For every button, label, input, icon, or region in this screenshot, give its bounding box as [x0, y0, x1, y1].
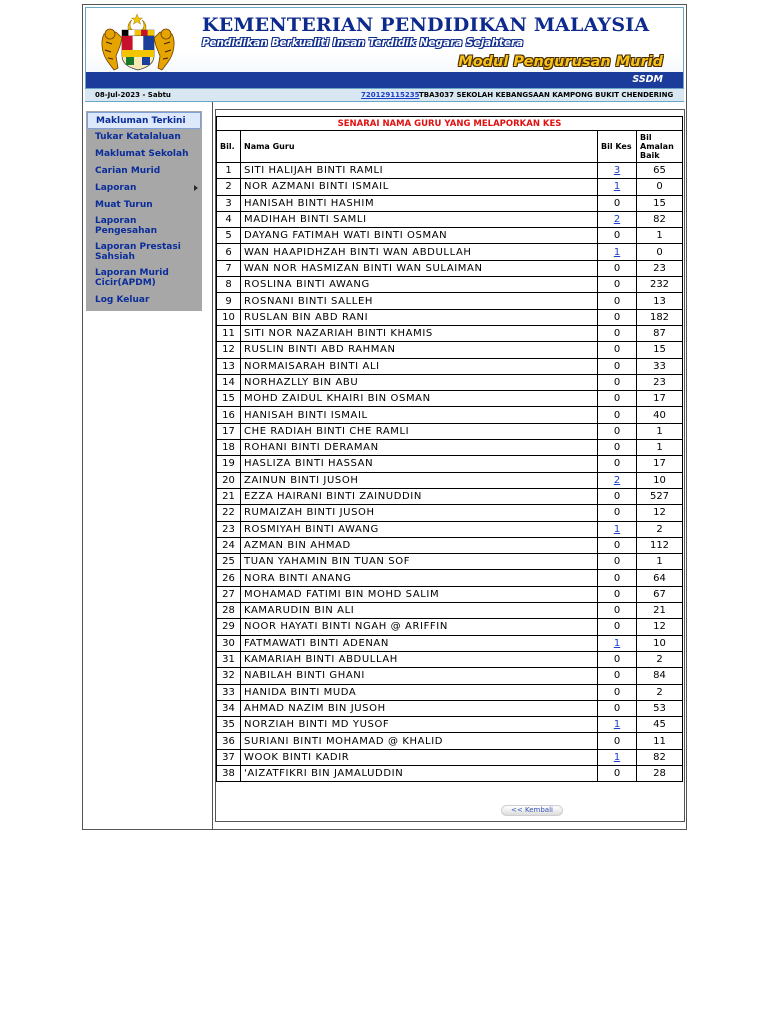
cell-bil-kes: 0	[598, 603, 637, 619]
kes-count-link[interactable]: 1	[613, 719, 621, 731]
cell-bil: 14	[217, 374, 241, 390]
cell-nama-guru: ROSLINA BINTI AWANG	[241, 277, 598, 293]
table-row	[217, 260, 683, 276]
menu-item-log-keluar[interactable]: Log Keluar	[95, 295, 150, 305]
submenu-arrow-icon	[194, 185, 198, 191]
menu-item-tukar-katalaluan[interactable]: Tukar Katalaluan	[95, 132, 181, 142]
cell-bil: 13	[217, 358, 241, 374]
cell-bil-amalan-baik: 182	[637, 309, 683, 325]
cell-bil-kes: 0	[598, 651, 637, 667]
cell-nama-guru: SURIANI BINTI MOHAMAD @ KHALID	[241, 733, 598, 749]
cell-bil-amalan-baik: 15	[637, 195, 683, 211]
cell-bil-amalan-baik: 0	[637, 179, 683, 195]
cell-bil: 10	[217, 309, 241, 325]
cell-nama-guru: NORHAZLLY BIN ABU	[241, 374, 598, 390]
cell-nama-guru: ROSMIYAH BINTI AWANG	[241, 521, 598, 537]
table-row	[217, 717, 683, 733]
cell-bil-kes	[598, 635, 637, 651]
cell-bil: 6	[217, 244, 241, 260]
cell-bil-amalan-baik: 2	[637, 651, 683, 667]
column-header-bil: Bil.	[217, 131, 241, 163]
cell-bil-kes: 0	[598, 570, 637, 586]
cell-bil-amalan-baik: 45	[637, 717, 683, 733]
sidebar-divider	[212, 102, 213, 829]
table-row	[217, 635, 683, 651]
ministry-tagline: Pendidikan Berkualiti Insan Terdidik Negara Sejahtera	[202, 37, 524, 49]
cell-bil-amalan-baik: 2	[637, 684, 683, 700]
cell-nama-guru: FATMAWATI BINTI ADENAN	[241, 635, 598, 651]
cell-bil-amalan-baik: 10	[637, 635, 683, 651]
table-row	[217, 619, 683, 635]
cell-nama-guru: NOOR HAYATI BINTI NGAH @ ARIFFIN	[241, 619, 598, 635]
cell-bil-kes	[598, 163, 637, 179]
cell-bil: 8	[217, 277, 241, 293]
cell-bil: 5	[217, 228, 241, 244]
cell-nama-guru: DAYANG FATIMAH WATI BINTI OSMAN	[241, 228, 598, 244]
cell-bil: 4	[217, 211, 241, 227]
cell-bil-amalan-baik: 21	[637, 603, 683, 619]
kes-count-link[interactable]: 3	[613, 165, 621, 177]
menu-item-laporan[interactable]	[87, 180, 201, 197]
cell-bil: 16	[217, 407, 241, 423]
cell-bil-amalan-baik: 0	[637, 244, 683, 260]
system-label: SSDM	[632, 74, 663, 85]
cell-bil-kes	[598, 749, 637, 765]
menu-item-carian-murid[interactable]: Carian Murid	[95, 166, 161, 176]
cell-bil-amalan-baik: 1	[637, 228, 683, 244]
teacher-report-table	[216, 116, 683, 782]
cell-bil-kes: 0	[598, 700, 637, 716]
table-row	[217, 391, 683, 407]
cell-bil: 12	[217, 342, 241, 358]
cell-bil-kes: 0	[598, 537, 637, 553]
cell-nama-guru: AZMAN BIN AHMAD	[241, 537, 598, 553]
cell-bil-kes	[598, 717, 637, 733]
school-name: TBA3037 SEKOLAH KEBANGSAAN KAMPONG BUKIT CHENDERING	[419, 91, 674, 99]
cell-bil-kes	[598, 211, 637, 227]
cell-bil: 9	[217, 293, 241, 309]
cell-bil: 3	[217, 195, 241, 211]
cell-bil-amalan-baik: 17	[637, 456, 683, 472]
cell-bil-amalan-baik: 232	[637, 277, 683, 293]
cell-bil-kes: 0	[598, 374, 637, 390]
menu-item-laporan-prestasi-sahsiah[interactable]: Laporan Prestasi Sahsiah	[95, 242, 181, 262]
sidebar-menu	[86, 111, 202, 311]
column-header-bil-kes: Bil Kes	[598, 131, 637, 163]
table-row	[217, 570, 683, 586]
cell-bil: 25	[217, 554, 241, 570]
cell-bil-amalan-baik: 1	[637, 423, 683, 439]
cell-nama-guru: WOOK BINTI KADIR	[241, 749, 598, 765]
cell-nama-guru: NORA BINTI ANANG	[241, 570, 598, 586]
menu-item-laporan-pengesahan[interactable]: Laporan Pengesahan	[95, 216, 157, 236]
cell-bil-amalan-baik: 1	[637, 440, 683, 456]
cell-bil-amalan-baik: 15	[637, 342, 683, 358]
table-row	[217, 179, 683, 195]
cell-bil-amalan-baik: 64	[637, 570, 683, 586]
cell-bil-kes: 0	[598, 423, 637, 439]
cell-bil-kes	[598, 179, 637, 195]
column-header-nama-guru: Nama Guru	[241, 131, 598, 163]
cell-bil-amalan-baik: 17	[637, 391, 683, 407]
cell-bil-kes: 0	[598, 358, 637, 374]
cell-bil-kes: 0	[598, 342, 637, 358]
header-banner	[85, 7, 684, 89]
table-row	[217, 488, 683, 504]
cell-bil: 21	[217, 488, 241, 504]
table-row	[217, 228, 683, 244]
cell-nama-guru: MOHAMAD FATIMI BIN MOHD SALIM	[241, 586, 598, 602]
table-row	[217, 505, 683, 521]
cell-bil-amalan-baik: 87	[637, 325, 683, 341]
header-band	[86, 72, 683, 89]
ministry-title: KEMENTERIAN PENDIDIKAN MALAYSIA	[202, 14, 650, 36]
back-button[interactable]: << Kembali	[501, 805, 563, 816]
cell-bil-kes	[598, 521, 637, 537]
cell-bil: 17	[217, 423, 241, 439]
cell-bil: 15	[217, 391, 241, 407]
table-row	[217, 342, 683, 358]
cell-bil-kes	[598, 472, 637, 488]
table-row	[217, 440, 683, 456]
cell-nama-guru: ZAINUN BINTI JUSOH	[241, 472, 598, 488]
cell-nama-guru: NABILAH BINTI GHANI	[241, 668, 598, 684]
cell-bil: 37	[217, 749, 241, 765]
table-row	[217, 244, 683, 260]
cell-nama-guru: TUAN YAHAMIN BIN TUAN SOF	[241, 554, 598, 570]
cell-nama-guru: MADIHAH BINTI SAMLI	[241, 211, 598, 227]
menu-item-makluman-terkini[interactable]: Makluman Terkini	[87, 112, 201, 129]
table-row	[217, 472, 683, 488]
cell-nama-guru: NORMAISARAH BINTI ALI	[241, 358, 598, 374]
cell-bil: 11	[217, 325, 241, 341]
cell-bil-amalan-baik: 12	[637, 619, 683, 635]
cell-bil-kes: 0	[598, 440, 637, 456]
cell-bil-amalan-baik: 82	[637, 211, 683, 227]
table-row	[217, 358, 683, 374]
table-row	[217, 293, 683, 309]
cell-bil-kes: 0	[598, 309, 637, 325]
table-body	[217, 163, 683, 782]
cell-bil: 33	[217, 684, 241, 700]
cell-bil: 29	[217, 619, 241, 635]
menu-item-laporan-murid-cicir[interactable]: Laporan Murid Cicir(APDM)	[95, 268, 169, 288]
cell-bil: 28	[217, 603, 241, 619]
cell-bil-amalan-baik: 13	[637, 293, 683, 309]
cell-nama-guru: ROHANI BINTI DERAMAN	[241, 440, 598, 456]
user-id-link[interactable]: 720129115235	[361, 91, 420, 99]
cell-bil-amalan-baik: 23	[637, 260, 683, 276]
info-bar	[85, 88, 684, 102]
cell-bil-kes: 0	[598, 277, 637, 293]
table-row	[217, 277, 683, 293]
cell-bil-kes: 0	[598, 619, 637, 635]
menu-item-maklumat-sekolah[interactable]: Maklumat Sekolah	[95, 149, 189, 159]
table-row	[217, 163, 683, 179]
kes-count-link[interactable]: 1	[613, 181, 621, 193]
table-row	[217, 700, 683, 716]
table-row	[217, 765, 683, 781]
cell-bil-amalan-baik: 11	[637, 733, 683, 749]
menu-item-laporan-label: Laporan	[95, 183, 137, 193]
kes-count-link[interactable]: 1	[613, 523, 621, 535]
cell-bil-kes: 0	[598, 293, 637, 309]
cell-bil-kes: 0	[598, 668, 637, 684]
cell-bil-amalan-baik: 28	[637, 765, 683, 781]
cell-bil-amalan-baik: 65	[637, 163, 683, 179]
table-row	[217, 407, 683, 423]
menu-item-muat-turun[interactable]: Muat Turun	[95, 200, 153, 210]
cell-bil-amalan-baik: 23	[637, 374, 683, 390]
cell-bil: 35	[217, 717, 241, 733]
table-row	[217, 456, 683, 472]
cell-nama-guru: WAN HAAPIDHZAH BINTI WAN ABDULLAH	[241, 244, 598, 260]
cell-bil-amalan-baik: 2	[637, 521, 683, 537]
cell-bil-kes: 0	[598, 586, 637, 602]
cell-bil: 31	[217, 651, 241, 667]
cell-bil-kes: 0	[598, 488, 637, 504]
table-row	[217, 603, 683, 619]
table-row	[217, 651, 683, 667]
cell-bil-kes: 0	[598, 407, 637, 423]
table-row	[217, 325, 683, 341]
cell-bil: 7	[217, 260, 241, 276]
malaysia-coat-of-arms-icon	[98, 12, 178, 80]
cell-nama-guru: HANISAH BINTI ISMAIL	[241, 407, 598, 423]
cell-bil: 2	[217, 179, 241, 195]
cell-nama-guru: ROSNANI BINTI SALLEH	[241, 293, 598, 309]
table-row	[217, 684, 683, 700]
cell-bil-kes: 0	[598, 554, 637, 570]
cell-nama-guru: EZZA HAIRANI BINTI ZAINUDDIN	[241, 488, 598, 504]
table-row	[217, 374, 683, 390]
cell-nama-guru: NORZIAH BINTI MD YUSOF	[241, 717, 598, 733]
table-row	[217, 521, 683, 537]
table-row	[217, 211, 683, 227]
kes-count-link[interactable]: 2	[613, 214, 621, 226]
table-row	[217, 423, 683, 439]
table-row	[217, 733, 683, 749]
cell-bil: 26	[217, 570, 241, 586]
cell-nama-guru: AHMAD NAZIM BIN JUSOH	[241, 700, 598, 716]
cell-bil-amalan-baik: 12	[637, 505, 683, 521]
cell-bil-amalan-baik: 10	[637, 472, 683, 488]
current-date: 08-Jul-2023 - Sabtu	[95, 91, 171, 99]
cell-nama-guru: WAN NOR HASMIZAN BINTI WAN SULAIMAN	[241, 260, 598, 276]
cell-nama-guru: RUSLAN BIN ABD RANI	[241, 309, 598, 325]
kes-count-link[interactable]: 1	[613, 246, 621, 258]
cell-nama-guru: 'AIZATFIKRI BIN JAMALUDDIN	[241, 765, 598, 781]
table-row	[217, 668, 683, 684]
cell-bil-kes: 0	[598, 195, 637, 211]
cell-bil: 20	[217, 472, 241, 488]
cell-bil: 24	[217, 537, 241, 553]
cell-bil-amalan-baik: 82	[637, 749, 683, 765]
cell-bil: 38	[217, 765, 241, 781]
cell-nama-guru: KAMARIAH BINTI ABDULLAH	[241, 651, 598, 667]
cell-bil-kes: 0	[598, 391, 637, 407]
cell-nama-guru: SITI NOR NAZARIAH BINTI KHAMIS	[241, 325, 598, 341]
cell-nama-guru: HASLIZA BINTI HASSAN	[241, 456, 598, 472]
cell-bil-amalan-baik: 67	[637, 586, 683, 602]
table-row	[217, 195, 683, 211]
cell-nama-guru: NOR AZMANI BINTI ISMAIL	[241, 179, 598, 195]
cell-nama-guru: HANIDA BINTI MUDA	[241, 684, 598, 700]
cell-bil-amalan-baik: 53	[637, 700, 683, 716]
cell-bil: 32	[217, 668, 241, 684]
table-row	[217, 586, 683, 602]
cell-nama-guru: RUMAIZAH BINTI JUSOH	[241, 505, 598, 521]
cell-bil: 23	[217, 521, 241, 537]
cell-nama-guru: SITI HALIJAH BINTI RAMLI	[241, 163, 598, 179]
cell-bil-amalan-baik: 40	[637, 407, 683, 423]
cell-bil: 27	[217, 586, 241, 602]
module-title: Modul Pengurusan Murid	[458, 54, 663, 70]
cell-bil: 19	[217, 456, 241, 472]
cell-bil-kes	[598, 244, 637, 260]
kes-count-link[interactable]: 2	[613, 474, 621, 486]
cell-bil-kes: 0	[598, 733, 637, 749]
cell-bil: 18	[217, 440, 241, 456]
table-heading: SENARAI NAMA GURU YANG MELAPORKAN KES	[217, 117, 683, 131]
cell-bil-kes: 0	[598, 456, 637, 472]
cell-bil-kes: 0	[598, 505, 637, 521]
cell-bil-amalan-baik: 527	[637, 488, 683, 504]
cell-bil-kes: 0	[598, 765, 637, 781]
cell-bil-kes: 0	[598, 260, 637, 276]
cell-bil: 36	[217, 733, 241, 749]
cell-bil: 30	[217, 635, 241, 651]
cell-nama-guru: CHE RADIAH BINTI CHE RAMLI	[241, 423, 598, 439]
kes-count-link[interactable]: 1	[613, 637, 621, 649]
cell-bil: 22	[217, 505, 241, 521]
cell-nama-guru: HANISAH BINTI HASHIM	[241, 195, 598, 211]
page-frame	[82, 4, 687, 830]
column-header-bil-amalan-baik: Bil Amalan Baik	[637, 131, 683, 163]
table-row	[217, 749, 683, 765]
cell-bil-kes: 0	[598, 228, 637, 244]
cell-nama-guru: KAMARUDIN BIN ALI	[241, 603, 598, 619]
cell-nama-guru: MOHD ZAIDUL KHAIRI BIN OSMAN	[241, 391, 598, 407]
cell-bil-amalan-baik: 1	[637, 554, 683, 570]
cell-bil: 1	[217, 163, 241, 179]
table-row	[217, 554, 683, 570]
table-row	[217, 309, 683, 325]
kes-count-link[interactable]: 1	[613, 751, 621, 763]
cell-bil-kes: 0	[598, 325, 637, 341]
table-row	[217, 537, 683, 553]
cell-bil-amalan-baik: 84	[637, 668, 683, 684]
cell-bil-amalan-baik: 33	[637, 358, 683, 374]
cell-bil-kes: 0	[598, 684, 637, 700]
cell-nama-guru: RUSLIN BINTI ABD RAHMAN	[241, 342, 598, 358]
cell-bil: 34	[217, 700, 241, 716]
cell-bil-amalan-baik: 112	[637, 537, 683, 553]
